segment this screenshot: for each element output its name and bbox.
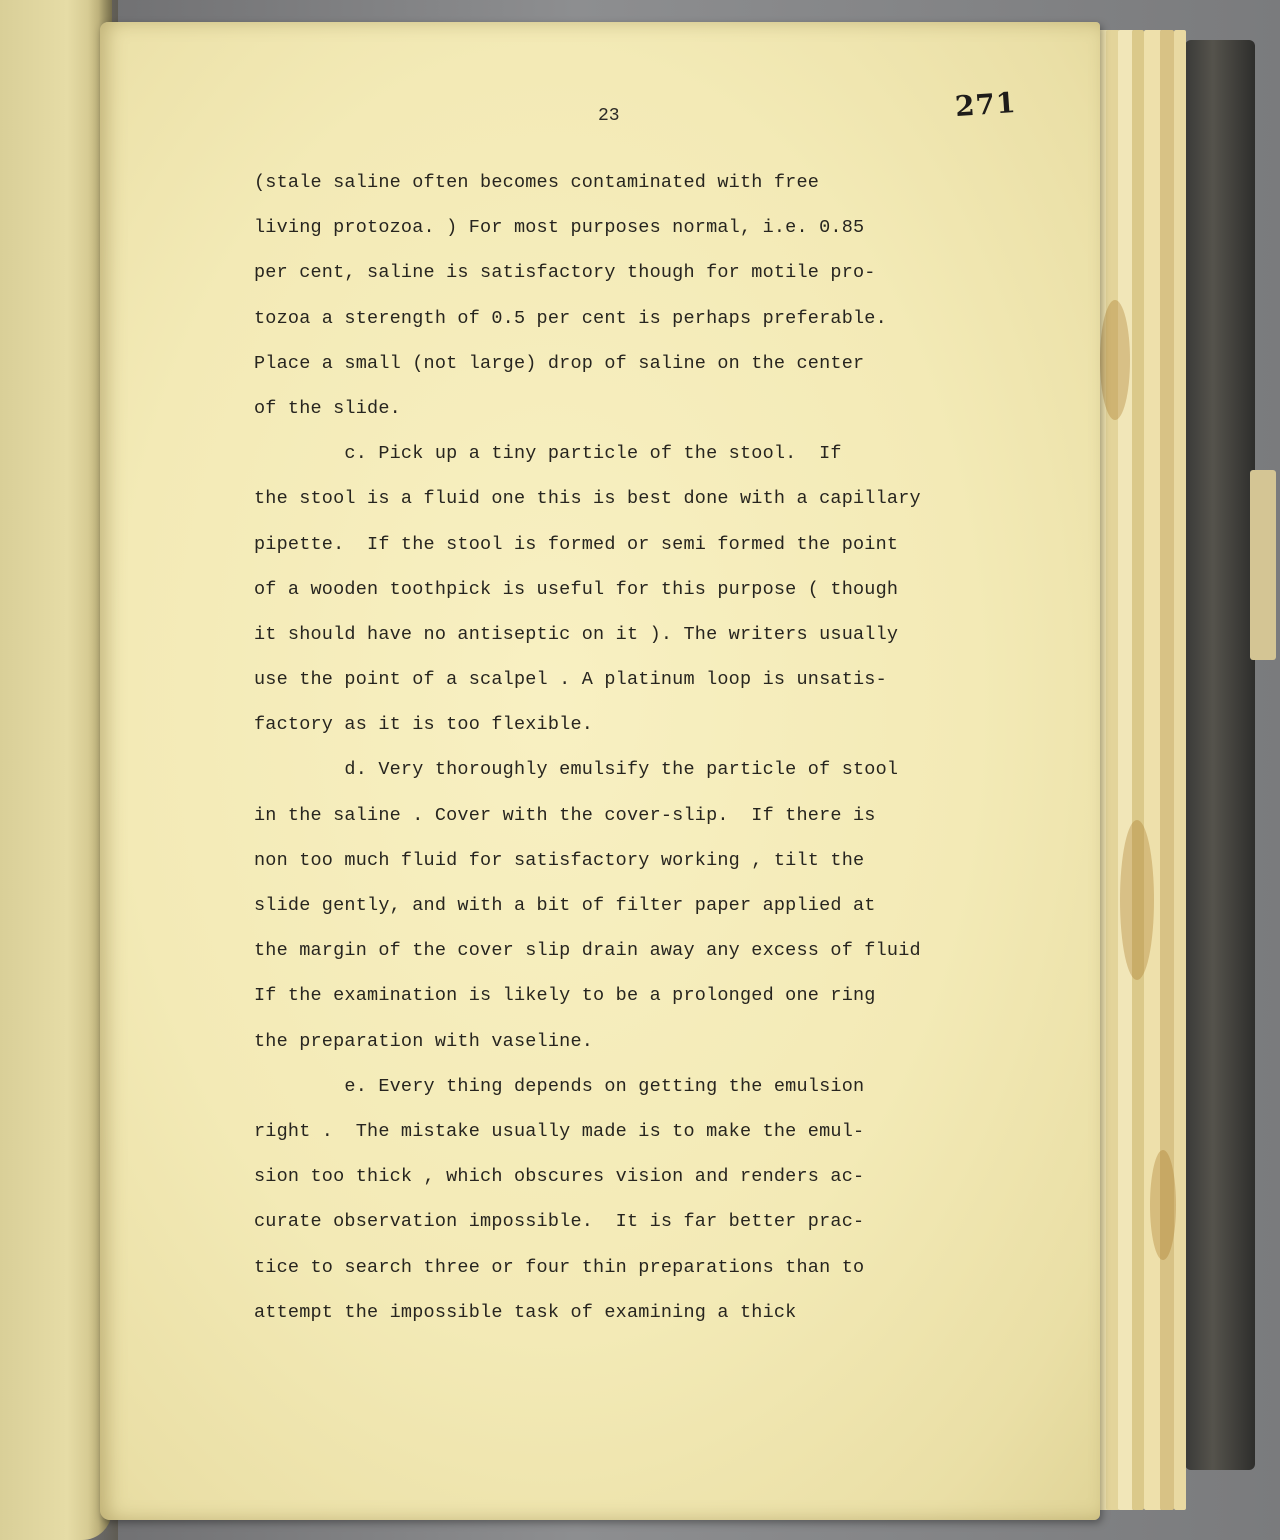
handwritten-archive-number: 271: [953, 85, 1018, 124]
text-line: use the point of a scalpel . A platinum loop is unsatis-: [254, 669, 887, 691]
text-line: right . The mistake usually made is to make the emul-: [254, 1120, 865, 1142]
text-line: tozoa a sterength of 0.5 per cent is perhaps preferable.: [254, 307, 887, 329]
typewritten-body: [254, 160, 1054, 1335]
edge-stain: [1150, 1150, 1176, 1260]
text-line: If the examination is likely to be a prolonged one ring: [254, 985, 876, 1007]
text-line: tice to search three or four thin preparations than to: [254, 1256, 865, 1278]
text-line: c. Pick up a tiny particle of the stool. If: [254, 443, 842, 465]
text-line: in the saline . Cover with the cover-slip. If there is: [254, 804, 876, 826]
text-line: slide gently, and with a bit of filter paper applied at: [254, 895, 876, 916]
edge-stain: [1100, 300, 1130, 420]
text-line: the stool is a fluid one this is best done with a capillary: [254, 488, 921, 510]
text-line: it should have no antiseptic on it ). The writers usually: [254, 623, 899, 645]
page-stack-edges: [1088, 30, 1268, 1510]
text-line: non too much fluid for satisfactory working , tilt the: [254, 849, 865, 871]
page-number: 23: [598, 106, 620, 126]
text-line: factory as it is too flexible.: [254, 714, 594, 736]
text-line: of a wooden toothpick is useful for this purpose ( though: [254, 578, 899, 600]
text-line: d. Very thoroughly emulsify the particle of stool: [254, 759, 899, 781]
text-line: e. Every thing depends on getting the emulsion: [254, 1075, 865, 1097]
text-line: curate observation impossible. It is far better prac-: [254, 1211, 865, 1233]
text-line: (stale saline often becomes contaminated with free: [254, 172, 820, 193]
text-line: living protozoa. ) For most purposes normal, i.e. 0.85: [254, 217, 865, 239]
text-line: of the slide.: [254, 397, 401, 419]
text-line: the margin of the cover slip drain away any excess of fluid: [254, 940, 921, 962]
text-line: the preparation with vaseline.: [254, 1030, 594, 1052]
text-line: sion too thick , which obscures vision and renders ac-: [254, 1166, 865, 1188]
text-line: pipette. If the stool is formed or semi formed the point: [254, 533, 899, 555]
text-line: attempt the impossible task of examining a thick: [254, 1301, 797, 1323]
edge-stain: [1120, 820, 1154, 980]
text-line: Place a small (not large) drop of saline on the center: [254, 352, 865, 374]
text-line: per cent, saline is satisfactory though for motile pro-: [254, 262, 876, 284]
